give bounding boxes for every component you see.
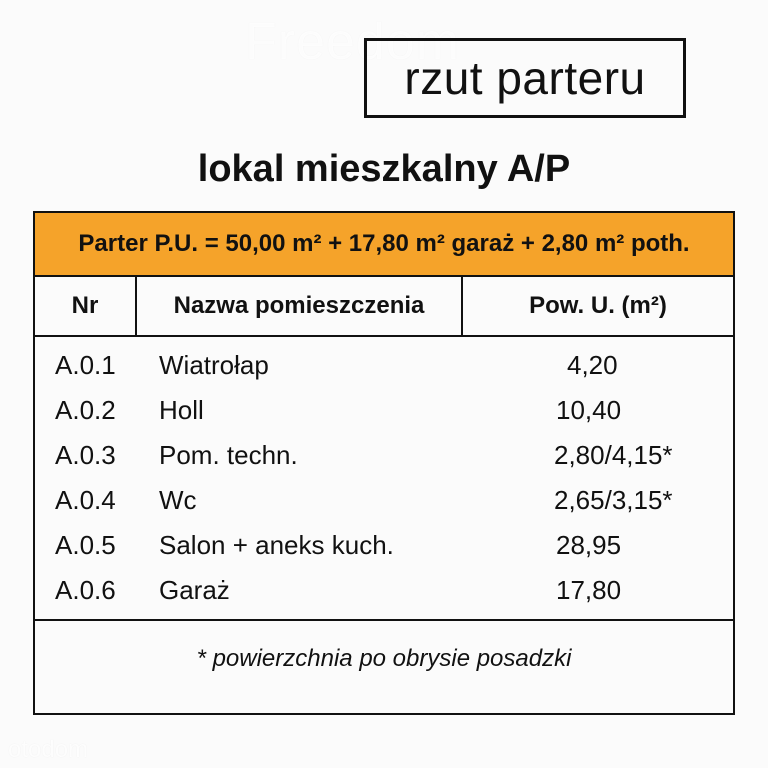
header-divider bbox=[35, 335, 733, 337]
column-header-name: Nazwa pomieszczenia bbox=[173, 292, 425, 319]
area-table bbox=[33, 211, 735, 715]
room-name: Wiatrołap bbox=[159, 350, 269, 380]
footnote: * powierzchnia po obrysie posadzki bbox=[196, 645, 572, 672]
room-number: A.0.2 bbox=[55, 395, 116, 425]
room-area: 2,65/3,15* bbox=[554, 485, 673, 515]
column-header-area: Pow. U. (m²) bbox=[529, 292, 667, 319]
column-header-nr: Nr bbox=[71, 292, 99, 319]
room-name: Holl bbox=[159, 395, 204, 425]
table-row bbox=[35, 388, 733, 433]
table-row bbox=[35, 478, 733, 523]
room-name: Salon + aneks kuch. bbox=[159, 530, 394, 560]
summary-header bbox=[35, 213, 733, 277]
summary-text: Parter P.U. = 50,00 m² + 17,80 m² garaż + 2,80 m² poth. bbox=[78, 230, 690, 257]
room-area: 4,20 bbox=[567, 350, 618, 380]
footer-divider bbox=[35, 619, 733, 621]
table-row bbox=[35, 343, 733, 388]
table-row bbox=[35, 433, 733, 478]
room-name: Garaż bbox=[159, 575, 230, 605]
table-row bbox=[35, 568, 733, 613]
room-area: 17,80 bbox=[556, 575, 622, 605]
table-row bbox=[35, 523, 733, 568]
room-number: A.0.5 bbox=[55, 530, 116, 560]
room-number: A.0.4 bbox=[55, 485, 116, 515]
room-number: A.0.6 bbox=[55, 575, 116, 605]
unit-subtitle: lokal mieszkalny A/P bbox=[197, 148, 571, 190]
room-name: Pom. techn. bbox=[159, 440, 298, 470]
plan-title-text: rzut parteru bbox=[404, 52, 646, 104]
room-name: Wc bbox=[159, 485, 197, 515]
room-number: A.0.3 bbox=[55, 440, 116, 470]
room-area: 28,95 bbox=[556, 530, 622, 560]
room-area: 10,40 bbox=[556, 395, 622, 425]
watermark-freedom: Freedom bbox=[245, 13, 461, 71]
room-area: 2,80/4,15* bbox=[554, 440, 673, 470]
watermark-otodom: otodom bbox=[8, 736, 89, 763]
room-number: A.0.1 bbox=[55, 350, 116, 380]
plan-title bbox=[364, 38, 686, 118]
